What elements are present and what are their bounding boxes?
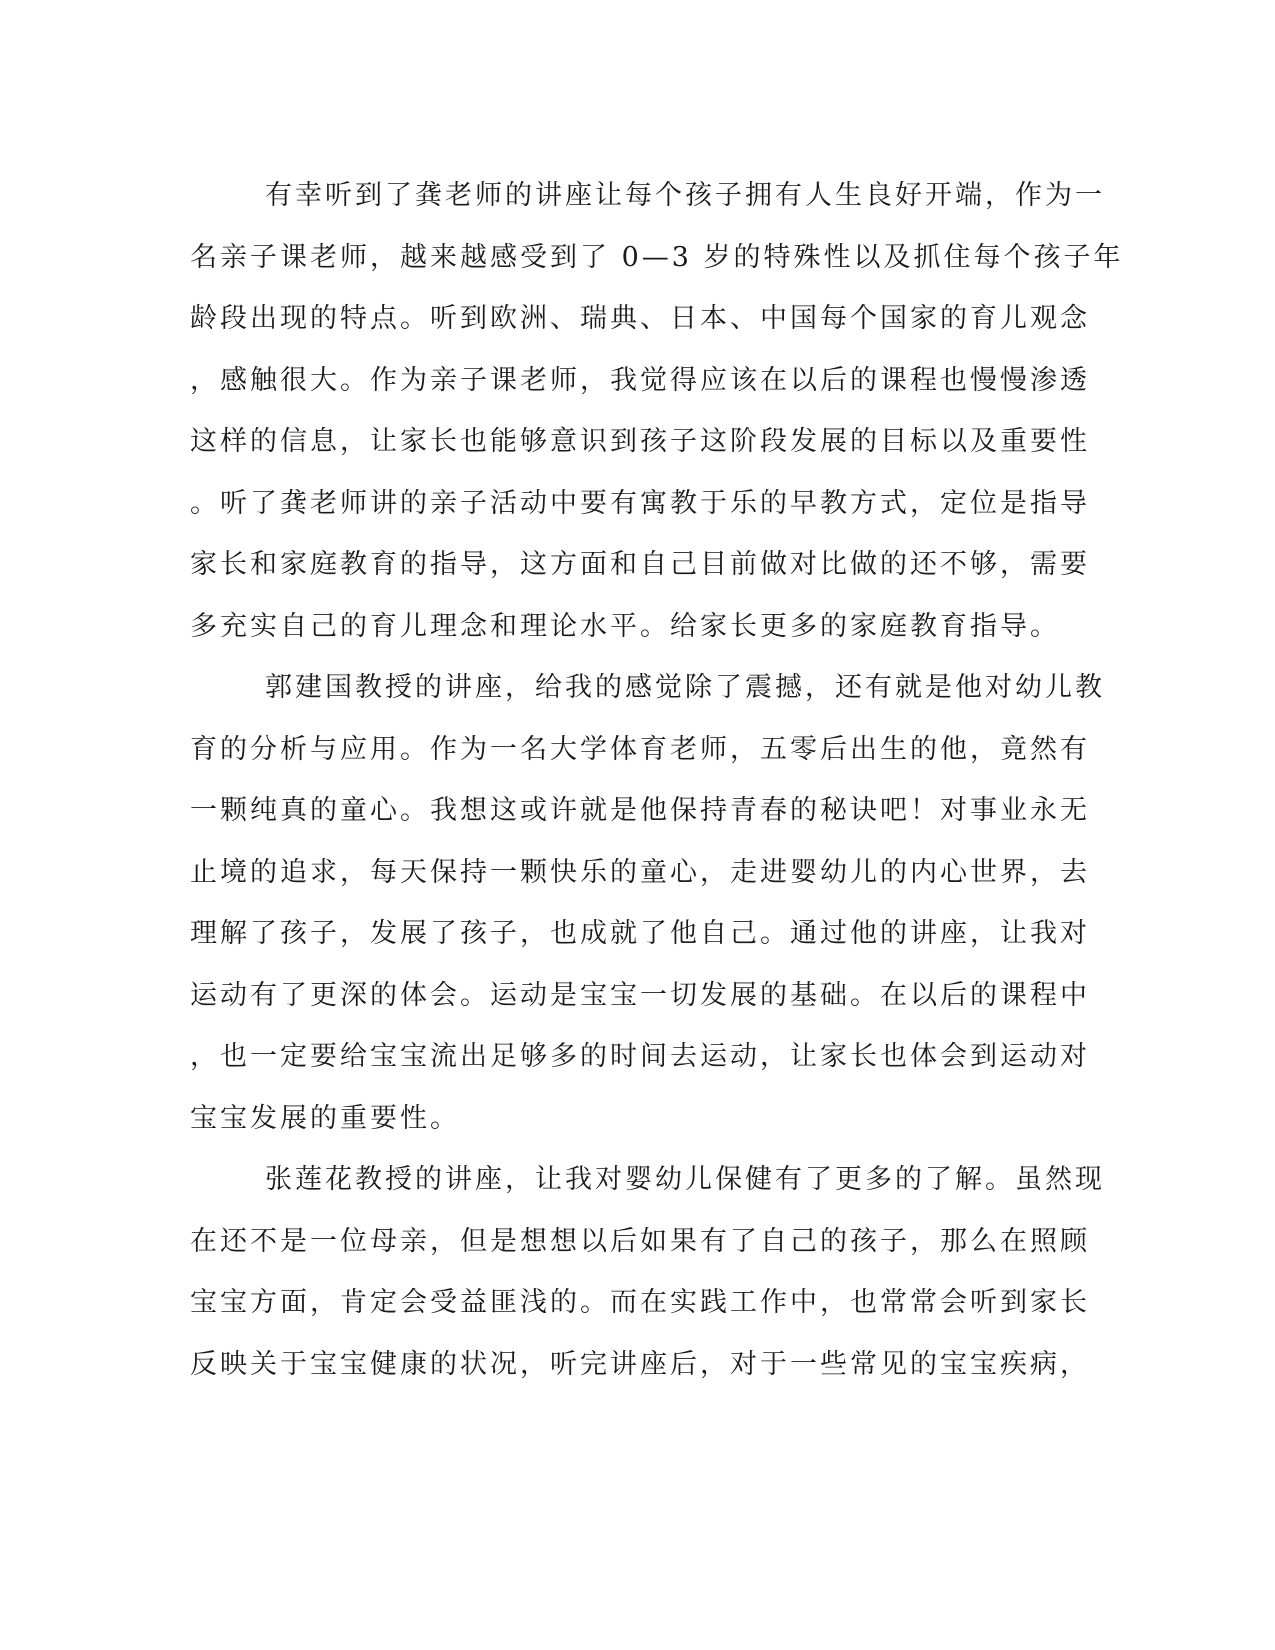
text-line: ，感触很大。作为亲子课老师，我觉得应该在以后的课程也慢慢渗透 [190, 364, 1090, 396]
text-line: 运动有了更深的体会。运动是宝宝一切发展的基础。在以后的课程中 [190, 979, 1090, 1011]
text-line: 家长和家庭教育的指导，这方面和自己目前做对比做的还不够，需要 [190, 549, 1090, 580]
body-text [190, 165, 1124, 1395]
text-line: 多充实自己的育儿理念和理论水平。给家长更多的家庭教育指导。 [190, 610, 1060, 642]
text-line: 反映关于宝宝健康的状况，听完讲座后，对于一些常见的宝宝疾病， [190, 1348, 1090, 1380]
text-line: 育的分析与应用。作为一名大学体育老师，五零后出生的他，竟然有 [190, 733, 1090, 765]
paragraph-guo-lecture [190, 657, 1105, 1149]
text-line: 一颗纯真的童心。我想这或许就是他保持青春的秘诀吧！对事业永无 [190, 795, 1090, 826]
text-line: 名亲子课老师，越来越感受到了 0—3 岁的特殊性以及抓住每个孩子年 [190, 241, 1124, 273]
text-line: 宝宝发展的重要性。 [190, 1102, 460, 1134]
text-line: 。听了龚老师讲的亲子活动中要有寓教于乐的早教方式，定位是指导 [190, 487, 1090, 519]
text-line: 有幸听到了龚老师的讲座让每个孩子拥有人生良好开端，作为一 [265, 180, 1105, 211]
paragraph-zhang-lecture [190, 1149, 1105, 1395]
text-line: 龄段出现的特点。听到欧洲、瑞典、日本、中国每个国家的育儿观念 [190, 303, 1090, 334]
paragraph-gong-lecture [190, 165, 1124, 657]
text-line: 这样的信息，让家长也能够意识到孩子这阶段发展的目标以及重要性 [190, 426, 1090, 457]
text-line: 张莲花教授的讲座，让我对婴幼儿保健有了更多的了解。虽然现 [265, 1164, 1105, 1195]
text-line: 在还不是一位母亲，但是想想以后如果有了自己的孩子，那么在照顾 [190, 1225, 1090, 1257]
text-line: 理解了孩子，发展了孩子，也成就了他自己。通过他的讲座，让我对 [190, 918, 1090, 949]
text-line: 郭建国教授的讲座，给我的感觉除了震撼，还有就是他对幼儿教 [265, 672, 1105, 703]
text-line: 止境的追求，每天保持一颗快乐的童心，走进婴幼儿的内心世界，去 [190, 856, 1090, 888]
text-line: 宝宝方面，肯定会受益匪浅的。而在实践工作中，也常常会听到家长 [190, 1287, 1090, 1318]
text-line: ，也一定要给宝宝流出足够多的时间去运动，让家长也体会到运动对 [190, 1041, 1090, 1072]
